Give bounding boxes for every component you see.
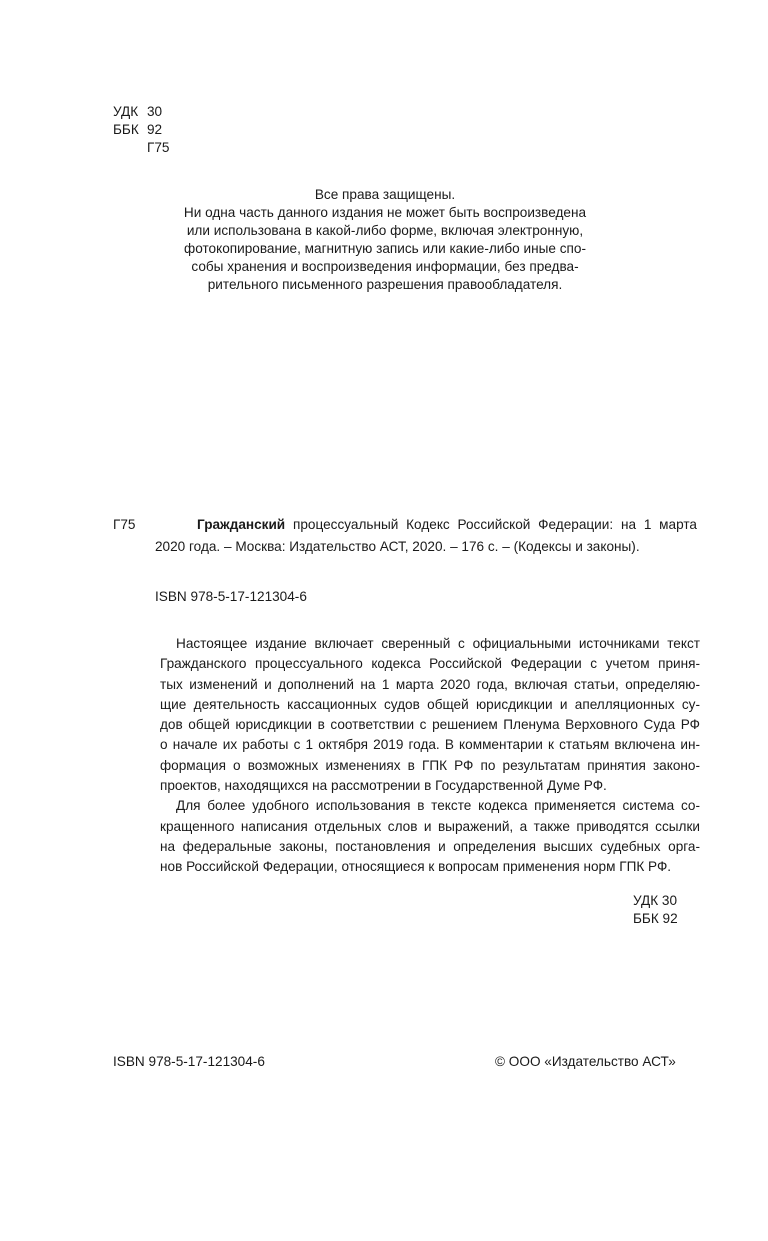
rights-line: рительного письменного разрешения правообладателя. [207,277,563,292]
udk-label: УДК [113,104,139,119]
udk-bottom: УДК 30 [633,893,678,908]
catalog-title-rest: процессуальный Кодекс Российской Федерации: на 1 марта [285,517,697,532]
annotation [160,634,700,878]
annotation-line: Гражданского процессуального кодекса Российской Федерации с учетом приня- [160,656,700,672]
annotation-line: Для более удобного использования в тексте кодекса применяется система со- [176,798,700,814]
footer-isbn: ISBN 978-5-17-121304-6 [113,1054,265,1069]
bbk-label: ББК [113,122,139,137]
annotation-line: формация о возможных изменениях в ГПК РФ по результатам принятия законо- [160,757,700,773]
catalog-title-bold: Гражданский [197,517,286,532]
annotation-line: дов общей юрисдикции в соответствии с решением Пленума Верховного Суда РФ [160,717,700,733]
catalog-isbn: ISBN 978-5-17-121304-6 [155,589,307,604]
author-mark-top: Г75 [147,140,170,155]
annotation-line: на федеральные законы, постановления и определения высших судебных орга- [160,838,700,854]
udk-value: 30 [147,104,163,119]
bbk-bottom: ББК 92 [633,911,678,926]
udk-top [113,104,162,119]
footer-copyright: © ООО «Издательство АСТ» [495,1054,676,1069]
annotation-line: о начале их работы с 1 октября 2019 года. В комментарии к статьям включена ин- [160,737,700,753]
catalog-line-1 [197,517,697,532]
annotation-line: кращенного написания отдельных слов и выражений, а также приводятся ссылки [160,818,700,834]
annotation-line: щие деятельность кассационных судов общей юрисдикции и апелляционных су- [160,696,700,712]
rights-line: собы хранения и воспроизведения информации, без предва- [191,259,579,274]
rights-line: Все права защищены. [314,187,456,202]
rights-line: Ни одна часть данного издания не может быть воспроизведена [183,205,587,220]
annotation-line: Настоящее издание включает сверенный с официальными источниками текст [176,636,700,651]
rights-notice [160,186,610,294]
catalog-mark: Г75 [113,517,136,532]
annotation-line: тых изменений и дополнений на 1 марта 2020 года, включая статьи, определяю- [160,676,700,692]
bbk-top [113,122,162,137]
catalog-line-2: 2020 года. – Москва: Издательство АСТ, 2020. – 176 с. – (Кодексы и законы). [155,539,640,554]
rights-line: или использована в какой-либо форме, включая электронную, [186,223,584,238]
bbk-value: 92 [147,122,163,137]
annotation-line: нов Российской Федерации, относящиеся к вопросам применения норм ГПК РФ. [160,859,672,875]
annotation-line: проектов, находящихся на рассмотрении в Государственной Думе РФ. [160,778,607,794]
rights-line: фотокопирование, магнитную запись или какие-либо иные спо- [184,241,586,256]
